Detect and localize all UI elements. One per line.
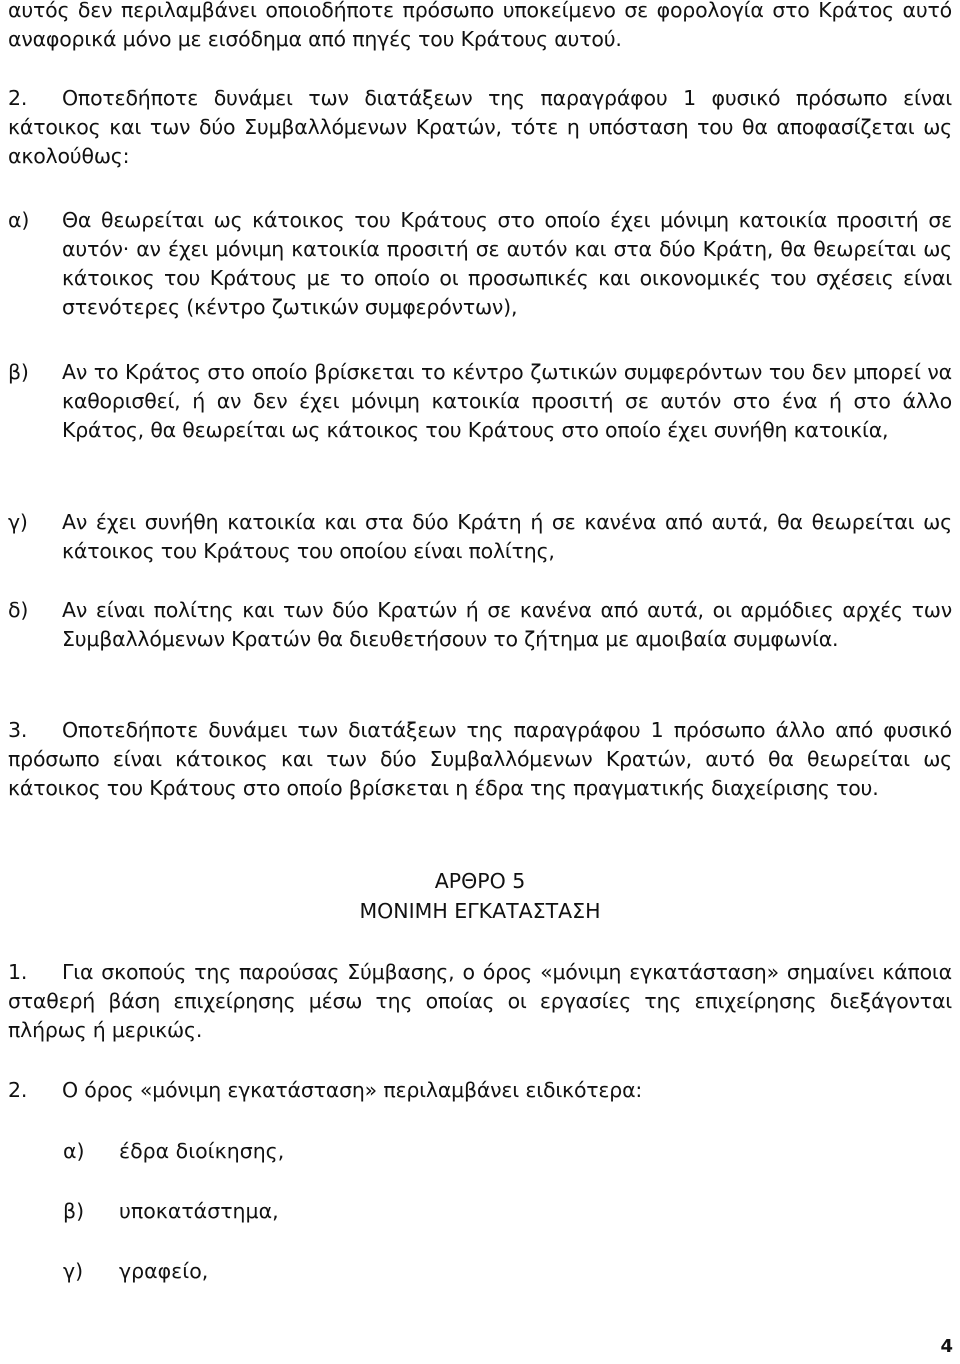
item-b — [8, 358, 952, 445]
list-item-label: γ) — [63, 1259, 84, 1283]
paragraph-2 — [8, 84, 952, 171]
paragraph-number: 3. — [8, 718, 28, 742]
item-c — [8, 508, 952, 566]
list-item-text: υποκατάστημα, — [119, 1199, 279, 1223]
item-label: β) — [8, 360, 29, 384]
intro-paragraph: αυτός δεν περιλαμβάνει οποιοδήποτε πρόσωπο υποκείμενο σε φορολογία στο Κράτος αυτό αναφορικά μόνο με εισόδημα από πηγές του Κράτους αυτού. — [8, 0, 952, 51]
item-label: δ) — [8, 598, 29, 622]
paragraph-text: Οποτεδήποτε δυνάμει των διατάξεων της παραγράφου 1 φυσικό πρόσωπο είναι κάτοικος και των δύο Συμβαλλόμενων Κρατών, τότε η υπόσταση του θα αποφασίζεται ως ακολούθως: — [8, 86, 952, 168]
list-item-text: έδρα διοίκησης, — [119, 1139, 285, 1163]
item-d — [8, 596, 952, 654]
article-heading: ΑΡΘΡΟ 5 — [434, 869, 526, 893]
paragraph-text: Για σκοπούς της παρούσας Σύμβασης, ο όρος «μόνιμη εγκατάσταση» σημαίνει κάποια σταθερή βάση επιχείρησης μέσω της οποίας οι εργασίες της επιχείρησης διεξάγονται πλήρως ή μερικώς. — [8, 960, 952, 1042]
paragraph-text: Ο όρος «μόνιμη εγκατάσταση» περιλαμβάνει ειδικότερα: — [62, 1078, 643, 1102]
paragraph-3 — [8, 716, 952, 803]
page-number: 4 — [940, 1336, 953, 1357]
paragraph-number: 1. — [8, 960, 28, 984]
paragraph-text: Οποτεδήποτε δυνάμει των διατάξεων της παραγράφου 1 πρόσωπο άλλο από φυσικό πρόσωπο είναι κάτοικος και των δύο Συμβαλλόμενων Κρατών, αυτό θα θεωρείται ως κάτοικος του Κράτους στο οποίο βρίσκεται η έδρα της πραγματικής διαχείρισης του. — [8, 718, 952, 800]
list-item-label: α) — [63, 1139, 85, 1163]
list-item-label: β) — [63, 1199, 85, 1223]
paragraph-number: 2. — [8, 1078, 28, 1102]
list-item — [63, 1257, 208, 1286]
item-text: Αν το Κράτος στο οποίο βρίσκεται το κέντρο ζωτικών συμφερόντων του δεν μπορεί να καθορισθεί, ή αν δεν έχει μόνιμη κατοικία προσιτή σε αυτόν στο ένα ή στο άλλο Κράτος, θα θεωρείται ως κάτοικος του Κράτους στο οποίο έχει συνήθη κατοικία, — [62, 360, 952, 442]
item-text: Αν έχει συνήθη κατοικία και στα δύο Κράτη ή σε κανένα από αυτά, θα θεωρείται ως κάτοικος του Κράτους του οποίου είναι πολίτης, — [62, 510, 952, 563]
item-text: Θα θεωρείται ως κάτοικος του Κράτους στο οποίο έχει μόνιμη κατοικία προσιτή σε αυτόν· αν έχει μόνιμη κατοικία προσιτή σε αυτόν και στα δύο Κράτη, θα θεωρείται ως κάτοικος του Κράτους με το οποίο οι προσωπικές και οικονομικές του σχέσεις είναι στενότερες (κέντρο ζωτικών συμφερόντων), — [62, 208, 952, 319]
item-text: Αν είναι πολίτης και των δύο Κρατών ή σε κανένα από αυτά, οι αρμόδιες αρχές των Συμβαλλόμενων Κρατών θα διευθετήσουν το ζήτημα με αμοιβαία συμφωνία. — [62, 598, 952, 651]
paragraph-number: 2. — [8, 86, 28, 110]
article-paragraph-2 — [8, 1076, 952, 1105]
article-title: ΜΟΝΙΜΗ ΕΓΚΑΤΑΣΤΑΣΗ — [359, 899, 601, 923]
article-paragraph-1 — [8, 958, 952, 1045]
list-item-text: γραφείο, — [119, 1259, 209, 1283]
item-label: α) — [8, 208, 30, 232]
list-item — [63, 1137, 284, 1166]
item-label: γ) — [8, 510, 28, 534]
item-a — [8, 206, 952, 322]
list-item — [63, 1197, 279, 1226]
